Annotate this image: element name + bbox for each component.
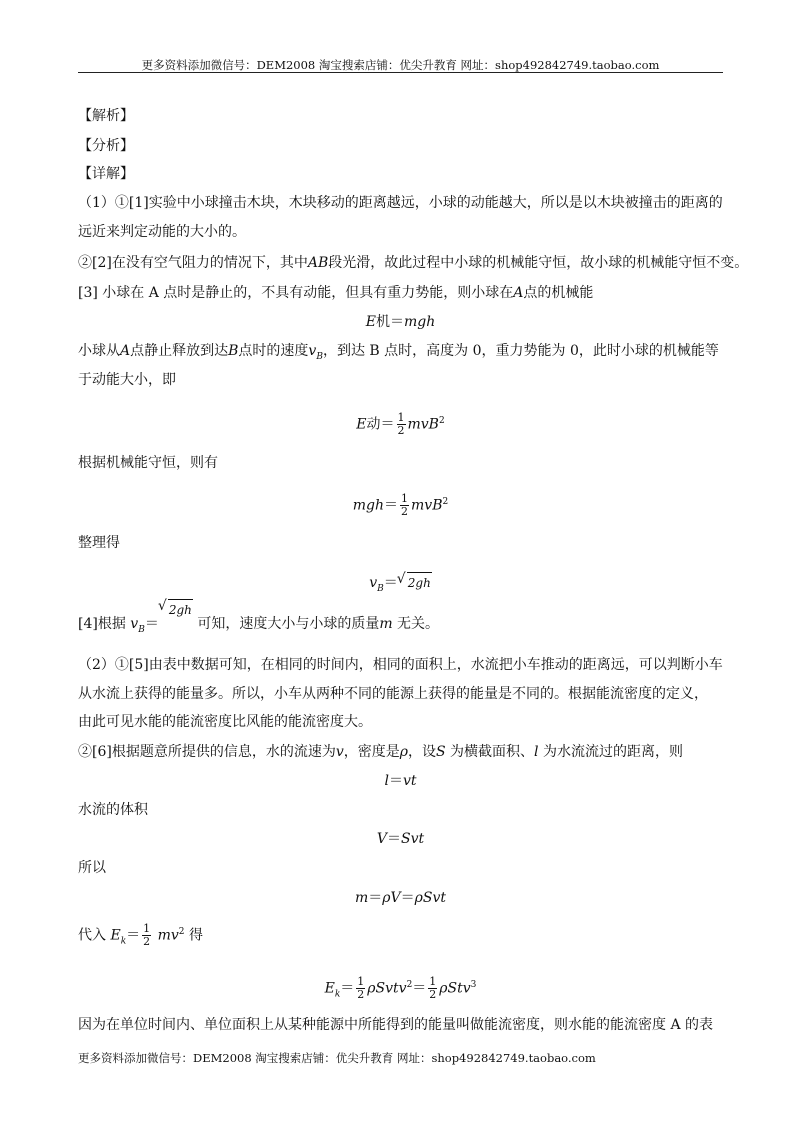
paragraph-4b: 于动能大小，即 [78, 372, 176, 388]
paragraph-10: 水流的体积 [78, 802, 148, 818]
paragraph-4a: 小球从A点静止释放到达B点时的速度$v_B$，到达 B 点时，高度为 0，重力势能为 0，此时小球的机械能等 [78, 343, 719, 362]
equation-velocity: $v_B=√$ 2gh [78, 572, 723, 593]
paragraph-6: 整理得 [78, 535, 120, 551]
label-detail: 【详解】 [78, 166, 134, 182]
paragraph-8b: 从水流上获得的能量多。所以，小车从两种不同的能源上获得的能量是不同的。根据能流密度的定义， [78, 686, 708, 702]
label-analysis: 【解析】 [78, 108, 134, 124]
paragraph-7: [4]根据 $v_B=√$ 2gh 可知，速度大小与小球的质量m 无关。 [78, 613, 439, 634]
equation-conservation: mgh＝ $\frac{1}{2}$ mvB$^2$ [352, 492, 449, 518]
paragraph-2: ②[2]在没有空气阻力的情况下，其中AB段光滑，故此过程中小球的机械能守恒，故小球的机械能守恒不变。 [78, 255, 749, 271]
paragraph-1a: （1）①[1]实验中小球撞击木块，木块移动的距离越远，小球的动能越大，所以是以木块被撞击的距离的 [78, 195, 723, 211]
paragraph-9: ②[6]根据题意所提供的信息，水的流速为v，密度是ρ，设S 为横截面积、l 为水流流过的距离，则 [78, 744, 683, 760]
paragraph-13: 因为在单位时间内、单位面积上从某种能源中所能得到的能量叫做能流密度，则水能的能流密度 A 的表 [78, 1017, 714, 1033]
paragraph-11: 所以 [78, 860, 106, 876]
equation-distance: l＝vt [384, 773, 417, 789]
equation-kinetic-energy-flow: $E_k=$ $\frac{1}{2}$ ρSvtv$^2$＝ $\frac{1}{2}$ ρStv$^3$ [324, 975, 477, 1001]
page-header: 更多资料添加微信号：DEM2008 淘宝搜索店铺：优尖升教育 网址：shop492842749.taobao.com [141, 58, 660, 72]
paragraph-3: [3] 小球在 A 点时是静止的，不具有动能，但具有重力势能，则小球在A点的机械能 [78, 285, 594, 301]
equation-kinetic-energy: E动＝ $\frac{1}{2}$ mvB$^2$ [356, 411, 445, 437]
header-rule [78, 72, 723, 73]
equation-mechanical-energy: E机＝mgh [365, 314, 436, 330]
paragraph-8a: （2）①[5]由表中数据可知，在相同的时间内，相同的面积上，水流把小车推动的距离远，可以判断小车 [78, 657, 723, 673]
paragraph-5: 根据机械能守恒，则有 [78, 455, 218, 471]
equation-volume: V＝Svt [376, 831, 425, 847]
label-fenxi: 【分析】 [78, 138, 134, 154]
equation-mass: m＝ρV＝ρSvt [355, 890, 446, 906]
paragraph-1b: 远近来判定动能的大小的。 [78, 224, 246, 240]
page-footer: 更多资料添加微信号：DEM2008 淘宝搜索店铺：优尖升教育 网址：shop492842749.taobao.com [78, 1051, 596, 1065]
paragraph-8c: 由此可见水能的能流密度比风能的能流密度大。 [78, 714, 372, 730]
paragraph-12: 代入 $E_k=$ $\frac{1}{2}$ $mv^2$ 得 [78, 922, 203, 948]
